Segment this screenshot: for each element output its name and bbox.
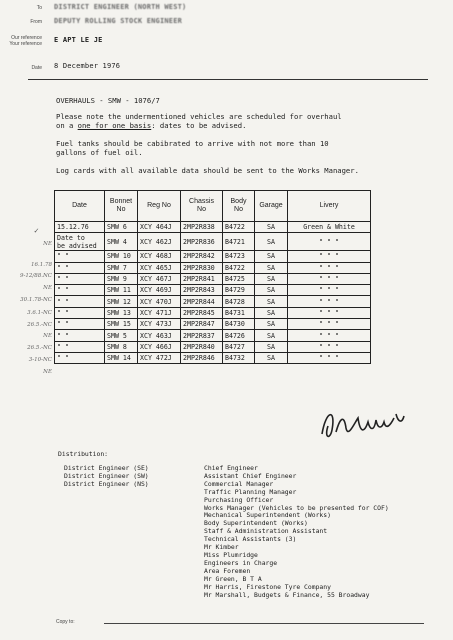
header-chassis [181, 191, 223, 222]
header-livery: Livery [288, 191, 371, 222]
cell-body: B4728 [223, 296, 255, 307]
cell-bonnet: SMW 13 [105, 307, 138, 318]
cell-livery: " " " [288, 330, 371, 341]
signature-icon [318, 404, 408, 448]
cell-reg: XCY 465J [138, 262, 181, 273]
cell-chassis: 2MP2R843 [181, 285, 223, 296]
cell-body: B4730 [223, 319, 255, 330]
table-row [55, 307, 371, 318]
cell-livery: " " " [288, 307, 371, 318]
distribution-item: Body Superintendent (Works) [204, 519, 308, 528]
cell-date: " " [55, 273, 105, 284]
cell-reg: XCY 473J [138, 319, 181, 330]
cell-garage: SA [255, 273, 288, 284]
para2-line2: gallons of fuel oil. [56, 148, 143, 157]
cell-date: " " [55, 262, 105, 273]
para1-pre: on a [56, 121, 78, 130]
from-value: DEPUTY ROLLING STOCK ENGINEER [54, 17, 183, 25]
cell-body: B4722 [223, 262, 255, 273]
cell-body: B4727 [223, 341, 255, 352]
cell-chassis: 2MP2R838 [181, 222, 223, 233]
header-reg: Reg No [138, 191, 181, 222]
cell-chassis: 2MP2R830 [181, 262, 223, 273]
cell-body: B4723 [223, 251, 255, 262]
cell-livery: " " " [288, 296, 371, 307]
distribution-item: Mr Marshall, Budgets & Finance, 55 Broadway [204, 590, 370, 599]
distribution-item: Assistant Chief Engineer [204, 471, 297, 480]
distribution-item: Chief Engineer [204, 464, 258, 472]
distribution-item: Mr Kimber [204, 543, 239, 552]
table-row [55, 262, 371, 273]
to-label: To [36, 5, 42, 11]
cell-bonnet: SMW 14 [105, 352, 138, 363]
margin-note: 9-12/88.NC [20, 273, 52, 279]
table-row [55, 273, 371, 284]
cell-body: B4732 [223, 352, 255, 363]
distribution-item: District Engineer (NS) [64, 479, 149, 488]
margin-note: NE [43, 369, 52, 375]
margin-note: 30.1.78-NC [20, 297, 52, 303]
cell-livery: " " " [288, 233, 371, 251]
cell-chassis: 2MP2R847 [181, 319, 223, 330]
cell-chassis: 2MP2R836 [181, 233, 223, 251]
header-chassis-2: No [197, 206, 206, 213]
margin-note: 3.6.1-NC [27, 310, 52, 316]
cell-livery: " " " [288, 262, 371, 273]
cell-date: " " [55, 307, 105, 318]
table-row [55, 330, 371, 341]
cell-bonnet: SMW 11 [105, 285, 138, 296]
distribution-item: District Engineer (SW) [64, 471, 149, 480]
distribution-item: Mechanical Superintendent (Works) [204, 511, 331, 520]
cell-bonnet: SMW 4 [105, 233, 138, 251]
cell-garage: SA [255, 330, 288, 341]
table-row [55, 296, 371, 307]
to-value: DISTRICT ENGINEER (NORTH WEST) [54, 3, 187, 11]
our-ref-label: Our reference [11, 35, 42, 41]
distribution-item: Traffic Planning Manager [204, 487, 297, 496]
overhaul-table [54, 190, 371, 364]
cell-reg: XCY 468J [138, 251, 181, 262]
subject: OVERHAULS - SMW - 1076/7 [56, 96, 160, 105]
distribution-item: Technical Assistants (3) [204, 535, 297, 544]
cell-date: " " [55, 285, 105, 296]
distribution-item: Staff & Administration Assistant [204, 527, 328, 536]
cell-reg: XCY 462J [138, 233, 181, 251]
margin-note: 26.5.-NC [27, 322, 52, 328]
margin-note: 3-10-NC [28, 357, 52, 363]
your-ref-label: Your reference [9, 41, 42, 47]
distribution-item: Area Foremen [204, 566, 251, 575]
cell-date: " " [55, 341, 105, 352]
para3: Log cards with all available data should be sent to the Works Manager. [56, 166, 359, 175]
table-row [55, 251, 371, 262]
cell-livery: " " " [288, 273, 371, 284]
distribution-heading: Distribution: [58, 450, 109, 458]
table-header-row [55, 191, 371, 222]
distribution-item: Works Manager (Vehicles to be presented for COF) [204, 503, 389, 512]
ref-value: E APT LE JE [54, 36, 103, 44]
margin-note: NE [43, 333, 52, 339]
cell-garage: SA [255, 222, 288, 233]
cell-body: B4731 [223, 307, 255, 318]
distribution-right-list [204, 465, 389, 599]
cell-date [55, 233, 105, 251]
header-bonnet-2: No [116, 206, 126, 213]
cell-date: " " [55, 251, 105, 262]
cell-date: " " [55, 296, 105, 307]
cell-bonnet: SMW 5 [105, 330, 138, 341]
para1-post: : dates to be advised. [151, 121, 247, 130]
cell-reg: XCY 470J [138, 296, 181, 307]
footer-rule [104, 623, 424, 624]
table-row [55, 319, 371, 330]
cell-body: B4721 [223, 233, 255, 251]
cell-garage: SA [255, 285, 288, 296]
cell-reg: XCY 464J [138, 222, 181, 233]
cell-livery: " " " [288, 352, 371, 363]
header-garage: Garage [255, 191, 288, 222]
cell-livery: " " " [288, 341, 371, 352]
cell-garage: SA [255, 307, 288, 318]
header-body [223, 191, 255, 222]
cell-garage: SA [255, 262, 288, 273]
table-row [55, 341, 371, 352]
cell-bonnet: SMW 10 [105, 251, 138, 262]
cell-bonnet: SMW 15 [105, 319, 138, 330]
cell-body: B4729 [223, 285, 255, 296]
cell-livery: " " " [288, 319, 371, 330]
cell-chassis: 2MP2R840 [181, 341, 223, 352]
cell-garage: SA [255, 233, 288, 251]
margin-note: NE [43, 285, 52, 291]
header-body-2: No [234, 206, 243, 213]
cell-bonnet: SMW 6 [105, 222, 138, 233]
para2-line1: Fuel tanks should be cabibrated to arrive with not more than 10 [56, 139, 329, 148]
cell-garage: SA [255, 251, 288, 262]
cell-date: " " [55, 330, 105, 341]
cell-bonnet: SMW 7 [105, 262, 138, 273]
table-row [55, 222, 371, 233]
header-date: Date [55, 191, 105, 222]
distribution-item: Purchasing Officer [204, 495, 274, 504]
cell-reg: XCY 469J [138, 285, 181, 296]
header-bonnet-1: Bonnet [109, 198, 133, 205]
cell-chassis: 2MP2R842 [181, 251, 223, 262]
para1-line1: Please note the undermentioned vehicles are scheduled for overhaul [56, 112, 342, 121]
cell-reg: XCY 466J [138, 341, 181, 352]
check-mark-icon: ✓ [34, 226, 39, 235]
table-row [55, 352, 371, 363]
cell-livery: " " " [288, 251, 371, 262]
cell-bonnet: SMW 12 [105, 296, 138, 307]
margin-note: NE [43, 241, 52, 247]
cell-livery: Green & White [288, 222, 371, 233]
cell-garage: SA [255, 341, 288, 352]
header-body-1: Body [230, 198, 247, 205]
cell-bonnet: SMW 9 [105, 273, 138, 284]
cell-chassis: 2MP2R844 [181, 296, 223, 307]
cell-date: 15.12.76 [55, 222, 105, 233]
cell-date-line1: Date to [57, 233, 85, 242]
header-chassis-1: Chassis [189, 198, 214, 205]
cell-reg: XCY 463J [138, 330, 181, 341]
table-row [55, 285, 371, 296]
cell-reg: XCY 467J [138, 273, 181, 284]
cell-chassis: 2MP2R845 [181, 307, 223, 318]
distribution-item: District Engineer (SE) [64, 464, 149, 472]
date-label: Date [31, 65, 42, 71]
cell-date: " " [55, 352, 105, 363]
date-value: 8 December 1976 [54, 62, 121, 70]
distribution-item: Engineers in Charge [204, 558, 278, 567]
distribution-left-list [64, 465, 149, 489]
table-row [55, 233, 371, 251]
cell-chassis: 2MP2R846 [181, 352, 223, 363]
cell-body: B4726 [223, 330, 255, 341]
cell-reg: XCY 472J [138, 352, 181, 363]
header-rule [28, 79, 428, 80]
distribution-item: Mr Green, B T A [204, 574, 262, 583]
cell-date-line2: be advised [57, 241, 97, 250]
cell-livery: " " " [288, 285, 371, 296]
margin-note: 16.1.78 [31, 262, 52, 268]
cell-body: B4722 [223, 222, 255, 233]
cell-garage: SA [255, 296, 288, 307]
cell-date: " " [55, 319, 105, 330]
para1-line2 [56, 121, 246, 130]
from-label: From [30, 19, 42, 25]
cell-garage: SA [255, 319, 288, 330]
distribution-item: Commercial Manager [204, 479, 274, 488]
para1-underlined: one for one basis [77, 121, 152, 130]
margin-note: 26.5.-NC [27, 345, 52, 351]
header-bonnet [105, 191, 138, 222]
distribution-item: Mr Harris, Firestone Tyre Company [204, 582, 331, 591]
distribution-item: Miss Plumridge [204, 550, 258, 559]
copy-to-label: Copy to: [56, 619, 75, 625]
cell-chassis: 2MP2R841 [181, 273, 223, 284]
cell-bonnet: SMW 8 [105, 341, 138, 352]
cell-reg: XCY 471J [138, 307, 181, 318]
cell-body: B4725 [223, 273, 255, 284]
cell-garage: SA [255, 352, 288, 363]
cell-chassis: 2MP2R837 [181, 330, 223, 341]
